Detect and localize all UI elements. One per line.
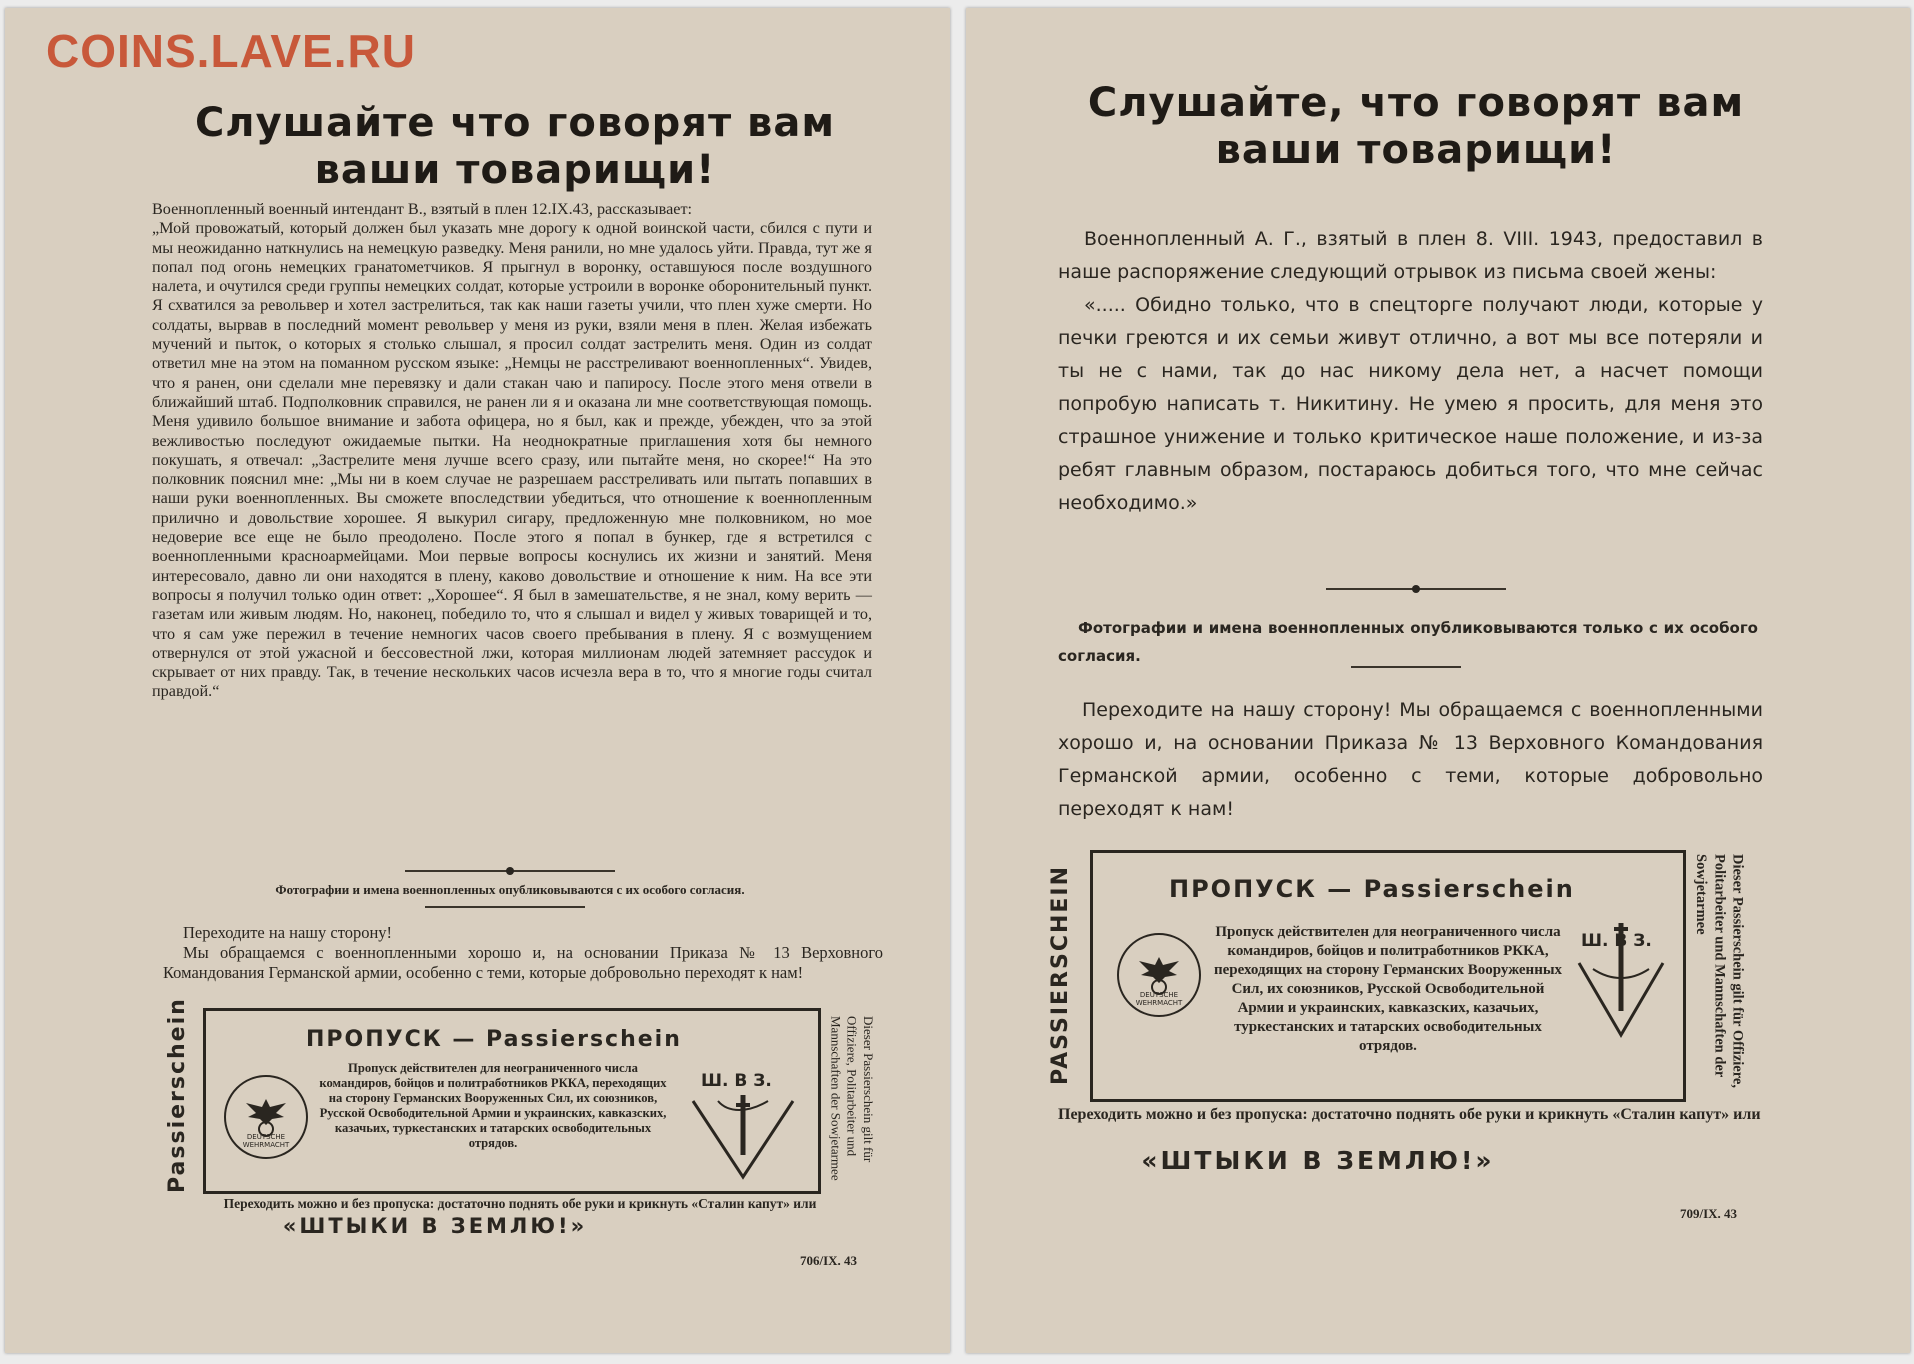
left-appeal-line2: Мы обращаемся с военнопленными хорошо и, на основании Приказа № 13 Верховного Командования Германской армии, особенно с теми, которые добровольно переходят к нам! <box>163 943 883 982</box>
left-article <box>152 200 872 702</box>
left-title-block <box>155 100 875 194</box>
left-emblem-text: DEUTSCHE WEHRMACHT <box>242 1133 290 1149</box>
right-code: 709/IX. 43 <box>1680 1206 1738 1221</box>
right-title-line2: ваши товарищи! <box>1215 127 1617 174</box>
right-shvz: Ш. В З. <box>1581 931 1652 951</box>
leaflet-right <box>966 8 1910 1353</box>
right-short-rule <box>1336 666 1476 668</box>
right-pass-box <box>1090 850 1686 1102</box>
right-pass-title: ПРОПУСК — Passierschein <box>1169 875 1575 903</box>
right-separator <box>1096 588 1736 593</box>
left-story: „Мой провожатый, который должен был указать мне дорогу к одной воинской части, сбился с пути и мы неожиданно наткнулись на немецкую разведку. Меня ранили, но мне удалось уйти. Правда, тут же я попал под огонь немецких гранатометчиков. Я прыгнул в воронку, оставшуюся после воздушного налета, и очутился среди группы немецких солдат, которые устроили в воронке оборонительный пункт. Я схватился за револьвер и хотел застрелиться, так как наши газеты учили, что плен хуже смерти. Но солдаты, вырвав в последний момент револьвер у меня из руки, взяли меня в плен. Желая избежать мучений и пыток, о которых я столько слышал, я просил солдат застрелить меня. Один из солдат ответил мне на этом на поманном русском языке: „Немцы не расстреливают военнопленных“. Увидев, что я ранен, они сделали мне перевязку и дали стакан чаю и папиросу. После этого меня отвели в ближайший штаб. Подполковник справился, не ранен ли я и оказана ли мне соответствующая помощь. Меня удивило большое внимание и забота офицера, но я был, как и прежде, убежден, что за этой вежливостью последуют ожидаемые пытки. На неоднократные приглашения хотя бы немного покушать, я отвечал: „Застрелите меня лучше всего сразу, или пытайте меня, но скорее!“ На это полковник пояснил мне: „Мы ни в коем случае не разрешаем расстреливать или пытать попавших в наши руки военнопленных. Вы сможете впоследствии убедиться, что отношение к военнопленным прилично и довольствие хорошее. Я выкурил сигару, предложенную мне полковником, но мое недоверие все еще не было преодолено. После этого я попал в бункер, где я встретился с военнопленными красноармейцами. Мои первые вопросы коснулись их жизни и занятий. Меня интересовало, давно ли они находятся в плену, каково довольствие и отношение к ним. На все эти вопросы я получил только один ответ: „Хорошее“. Я был в замешательстве, я не знал, кому верить — газетам или живым людям. Но, наконец, победило то, что я слышал и видел у живых товарищей и то, что я сам уже пережил в течение немногих часов своего пребывания в плену. Я с возмущением отвернулся от этой ужасной и бессовестной лжи, которая миллионам людей затемняет рассудок и скрывает от них правду. Так, в течение нескольких часов исчезла вера в то, что я многие годы считал правдой.“ <box>152 219 872 701</box>
left-appeal-line1: Переходите на нашу сторону! <box>183 923 393 942</box>
right-bayonet-icon <box>1571 919 1671 1039</box>
right-slogan: «ШТЫКИ В ЗЕМЛЮ!» <box>1141 1146 1495 1175</box>
left-bayonet-icon <box>688 1093 798 1181</box>
left-pass-side-note: Dieser Passierschein gilt für Offiziere, Politarbeiter und Mannschaften der Sowjetarmee <box>828 1016 876 1181</box>
left-title-line2: ваши товарищи! <box>314 147 716 194</box>
left-pass-vertical-label: Passierschein <box>165 997 190 1193</box>
right-appeal: Переходите на нашу сторону! Мы обращаемся с военнопленными хорошо и, на основании Приказа № 13 Верховного Командования Германской армии, особенно с теми, которые добровольно переходят к нам! <box>1058 699 1763 820</box>
left-no-pass-note: Переходить можно и без пропуска: достаточно поднять обе руки и крикнуть «Сталин капут» или <box>223 1196 817 1211</box>
watermark: COINS.LAVE.RU <box>46 25 416 77</box>
right-pass-side-note: Dieser Passierschein gilt für Offiziere, Politarbeiter und Mannschaften der Sowjetarmee <box>1693 854 1746 1088</box>
left-pass-title: ПРОПУСК — Passierschein <box>306 1027 682 1052</box>
left-shvz: Ш. В З. <box>701 1071 772 1091</box>
left-appeal <box>163 923 883 983</box>
left-eagle-emblem <box>224 1075 308 1159</box>
right-pass-vertical-label: PASSIERSCHEIN <box>1048 865 1073 1086</box>
right-no-pass-note: Переходить можно и без пропуска: достаточно поднять обе руки и крикнуть «Сталин капут» или <box>1058 1106 1761 1123</box>
right-title-line1: Слушайте, что говорят вам <box>1087 80 1745 126</box>
left-pass-box <box>203 1008 821 1194</box>
left-slogan: «ШТЫКИ В ЗЕМЛЮ!» <box>282 1214 588 1238</box>
right-letter: «..... Обидно только, что в спецторге получают люди, которые у печки греются и их семьи живут отлично, а вот мы все потеряли и ты не с нами, так до нас никому дела нет, а насчет помощи попробую написать т. Никитину. Не умею я просить, для меня это страшное унижение и только критическое наше положение, и из-за ребят главным образом, постараюсь добиться того, что мне сейчас необходимо.» <box>1058 294 1763 514</box>
right-intro: Военнопленный А. Г., взятый в плен 8. VIII. 1943, предоставил в наше распоряжение следующий отрывок из письма своей жены: <box>1058 228 1763 283</box>
left-pass-text: Пропуск действителен для неограниченного числа командиров, бойцов и политработников РККА, переходящих на сторону Германских Вооруженных Сил, их союзников, Русской Освободительной Армии и украинских, кавказских, казачьих, туркестанских и татарских освободительных отрядов. <box>319 1061 667 1150</box>
leaflet-left <box>5 8 950 1353</box>
left-photo-note: Фотографии и имена военнопленных опубликовываются с их особого согласия. <box>275 882 745 897</box>
left-intro: Военнопленный военный интендант В., взятый в плен 12.IX.43, рассказывает: <box>152 200 693 218</box>
left-title-line1: Слушайте что говорят вам <box>194 100 836 146</box>
right-photo-note: Фотографии и имена военнопленных опубликовываются только с их особого согласия. <box>1058 619 1758 665</box>
left-short-rule <box>415 906 595 908</box>
right-title-block <box>1046 80 1786 174</box>
right-pass-text: Пропуск действителен для неограниченного числа командиров, бойцов и политработников РККА, переходящих на сторону Германских Вооруженных Сил, их союзников, Русской Освободительной Армии и украинских, кавказских, казачьих, туркестанских и татарских освободительных отрядов. <box>1213 924 1563 1054</box>
left-code: 706/IX. 43 <box>800 1253 858 1268</box>
right-article <box>1058 223 1763 520</box>
right-emblem-text: DEUTSCHE WEHRMACHT <box>1135 991 1183 1007</box>
left-separator <box>145 870 875 875</box>
